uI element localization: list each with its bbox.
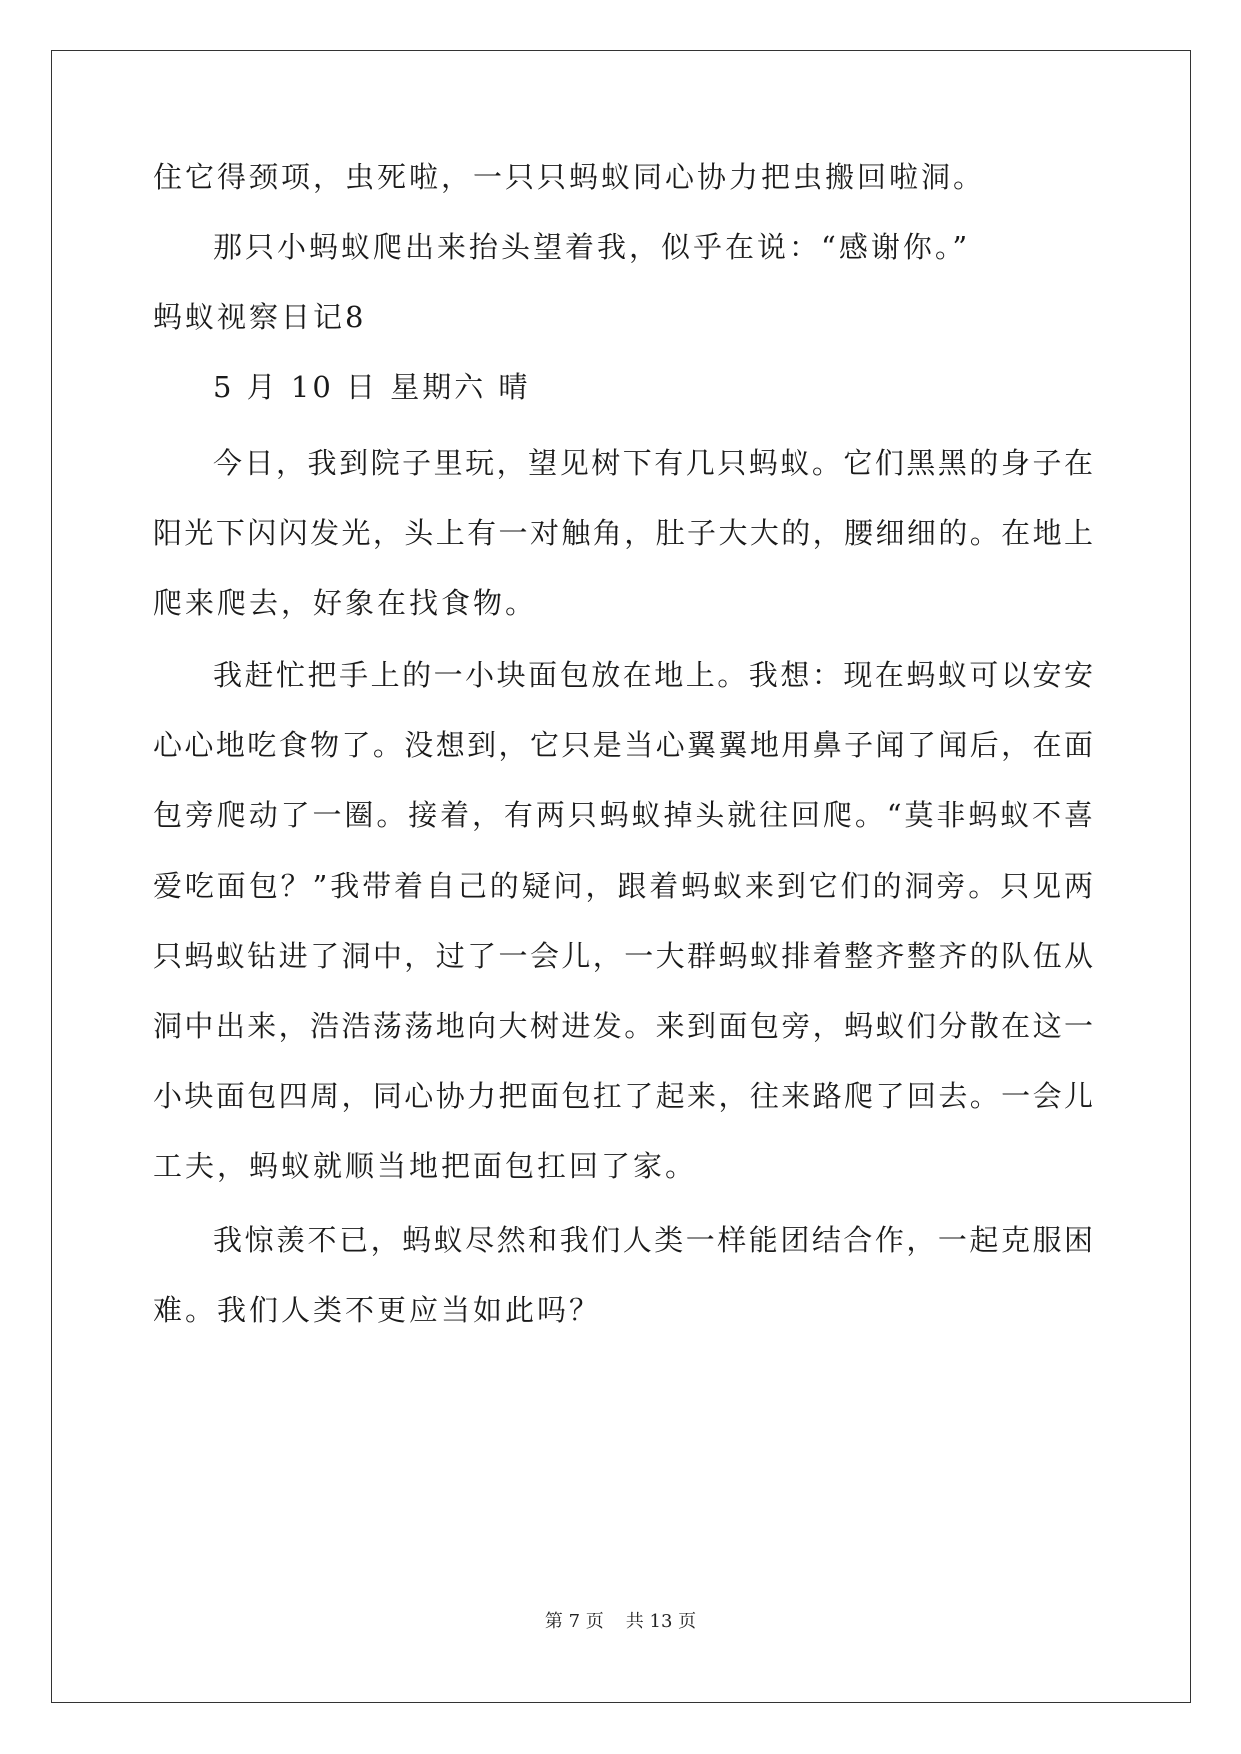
paragraph-line: 洞中出来，浩浩荡荡地向大树进发。来到面包旁，蚂蚁们分散在这一 [153,1009,1093,1043]
page-number: 第 7 页 [544,1611,604,1632]
paragraph-line: 难。我们人类不更应当如此吗？ [153,1293,602,1327]
paragraph-line: 今日，我到院子里玩，望见树下有几只蚂蚁。它们黑黑的身子在 [213,446,1093,480]
paragraph-line: 爱吃面包？”我带着自己的疑问，跟着蚂蚁来到它们的洞旁。只见两 [153,869,1093,903]
paragraph-line: 小块面包四周，同心协力把面包扛了起来，往来路爬了回去。一会儿 [153,1079,1093,1113]
paragraph-line: 爬来爬去，好象在找食物。 [153,586,538,620]
paragraph-line: 住它得颈项，虫死啦，一只只蚂蚁同心协力把虫搬回啦洞。 [153,160,986,194]
paragraph-line: 那只小蚂蚁爬出来抬头望着我，似乎在说：“感谢你。” [213,230,971,264]
paragraph-line: 心心地吃食物了。没想到，它只是当心翼翼地用鼻子闻了闻后，在面 [153,728,1093,762]
paragraph-line: 阳光下闪闪发光，头上有一对触角，肚子大大的，腰细细的。在地上 [153,516,1093,550]
section-heading: 蚂蚁视察日记8 [153,300,367,334]
paragraph-line: 我赶忙把手上的一小块面包放在地上。我想：现在蚂蚁可以安安 [213,658,1093,692]
paragraph-line: 只蚂蚁钻进了洞中，过了一会儿，一大群蚂蚁排着整齐整齐的队伍从 [153,939,1093,973]
paragraph-line: 工夫，蚂蚁就顺当地把面包扛回了家。 [153,1149,698,1183]
paragraph-line: 我惊羡不已，蚂蚁尽然和我们人类一样能团结合作，一起克服困 [213,1223,1093,1257]
page-footer [0,1610,1241,1634]
paragraph-line: 包旁爬动了一圈。接着，有两只蚂蚁掉头就往回爬。“莫非蚂蚁不喜 [153,798,1093,832]
date-line: 5 月 10 日 星期六 晴 [213,370,531,404]
page-total: 共 13 页 [625,1611,697,1632]
